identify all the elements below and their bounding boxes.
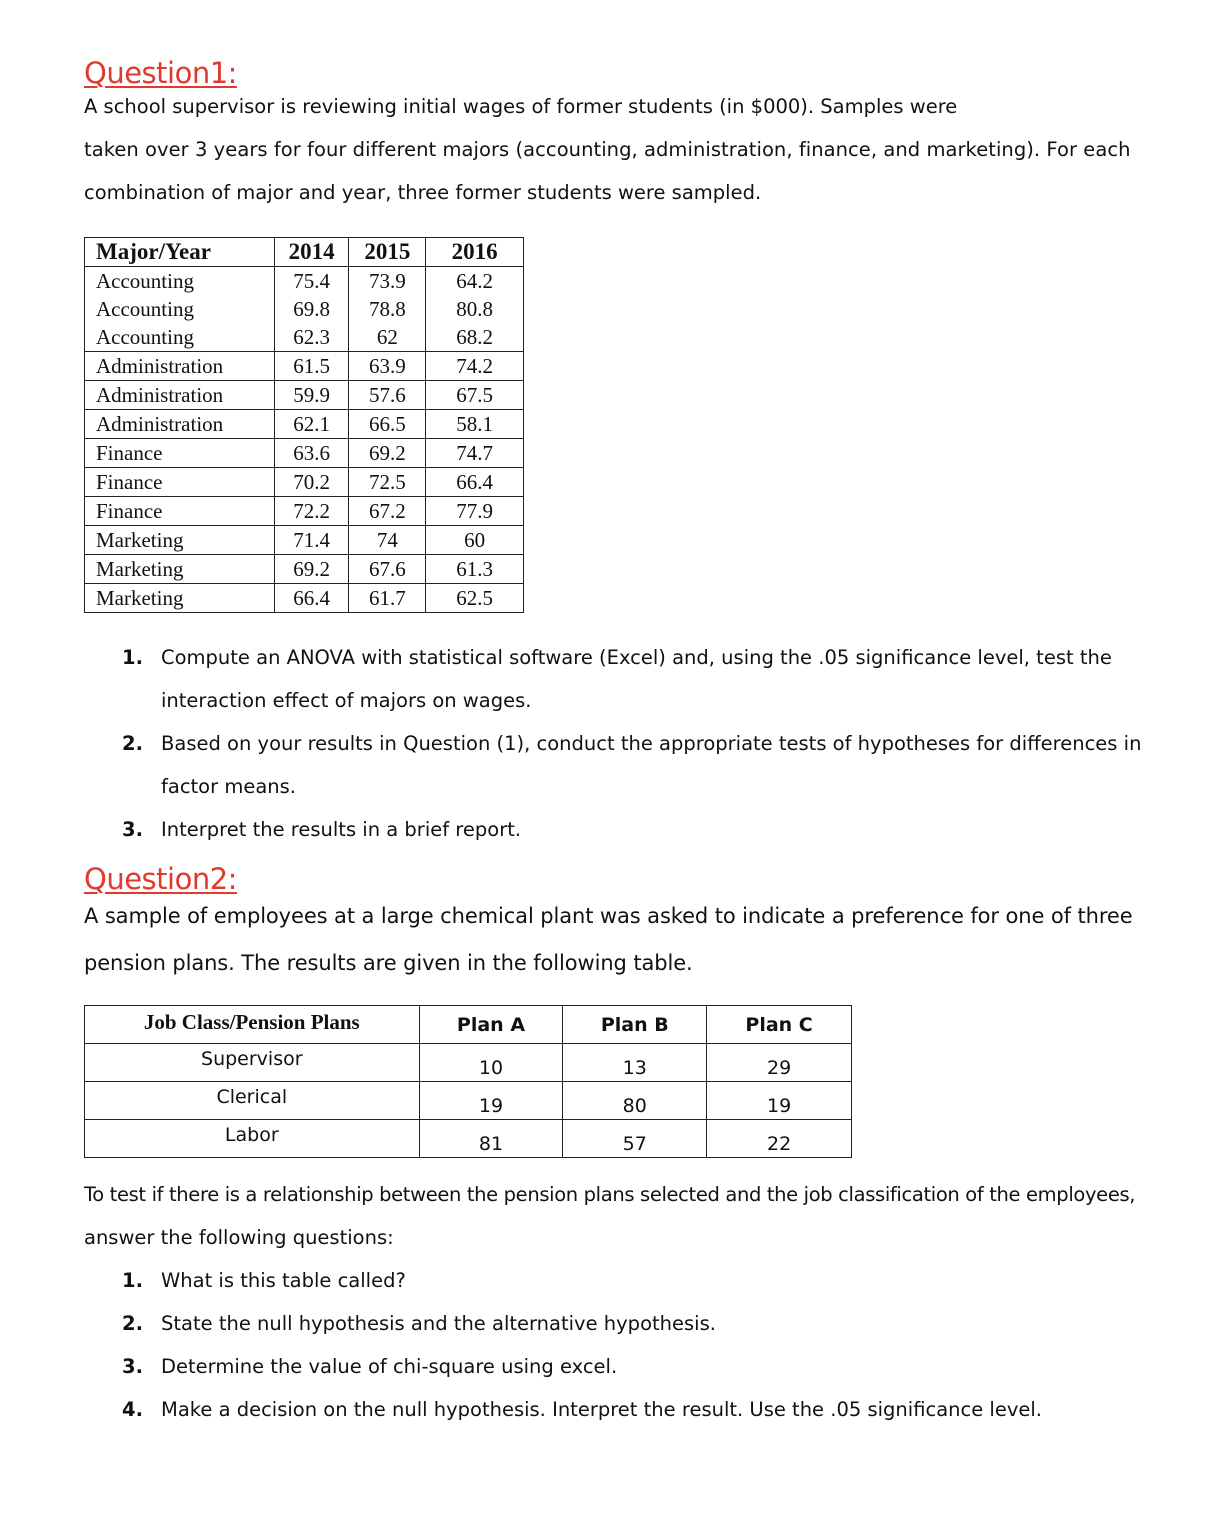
q2-followup-line-2: answer the following questions: (84, 1226, 394, 1249)
cell-2014: 61.5 (274, 352, 349, 381)
list-number: 2. (122, 732, 143, 755)
q2-intro-line-1: A sample of employees at a large chemical plant was asked to indicate a preference for one of three (84, 904, 1133, 928)
cell-2016: 58.1 (426, 410, 524, 439)
header-2014: 2014 (274, 238, 349, 267)
cell-plan-b: 13 (563, 1044, 707, 1082)
pension-table-header-row (85, 1006, 852, 1044)
cell-2016: 80.8 (426, 295, 524, 323)
table-row (85, 584, 524, 613)
table-row (85, 410, 524, 439)
header-2015: 2015 (349, 238, 426, 267)
table-row (85, 1082, 852, 1120)
row-major: Administration (85, 352, 275, 381)
list-number: 1. (122, 646, 143, 669)
cell-2014: 72.2 (274, 497, 349, 526)
row-job-class: Labor (85, 1120, 420, 1158)
cell-2016: 64.2 (426, 267, 524, 296)
list-number: 4. (122, 1398, 143, 1421)
list-number: 3. (122, 818, 143, 841)
q1-item-2 (122, 732, 1141, 756)
q1-item-2-cont (122, 775, 296, 799)
cell-2016: 68.2 (426, 323, 524, 352)
header-job-class: Job Class/Pension Plans (85, 1006, 420, 1044)
table-row (85, 1120, 852, 1158)
list-number: 1. (122, 1269, 143, 1292)
cell-2015: 57.6 (349, 381, 426, 410)
cell-2014: 70.2 (274, 468, 349, 497)
q1-item-1-cont (122, 689, 531, 713)
cell-plan-b: 57 (563, 1120, 707, 1158)
row-job-class: Supervisor (85, 1044, 420, 1082)
row-major: Marketing (85, 526, 275, 555)
q1-item-3 (122, 818, 521, 842)
pension-plans-table (84, 1005, 852, 1158)
cell-2014: 63.6 (274, 439, 349, 468)
header-plan-c: Plan C (707, 1006, 852, 1044)
cell-2016: 66.4 (426, 468, 524, 497)
table-row (85, 352, 524, 381)
row-major: Finance (85, 468, 275, 497)
q1-intro-line-2: taken over 3 years for four different majors (accounting, administration, finance, and marketing). For each (84, 138, 1131, 161)
header-major-year: Major/Year (85, 238, 275, 267)
list-text: interaction effect of majors on wages. (161, 689, 532, 712)
q1-item-1 (122, 646, 1112, 670)
cell-2016: 62.5 (426, 584, 524, 613)
row-major: Marketing (85, 584, 275, 613)
wages-table-header-row (85, 238, 524, 267)
cell-2014: 69.8 (274, 295, 349, 323)
cell-2014: 69.2 (274, 555, 349, 584)
cell-plan-b: 80 (563, 1082, 707, 1120)
q2-followup-line-1: To test if there is a relationship between the pension plans selected and the job classification of the employees, (84, 1183, 1136, 1206)
table-row (85, 1044, 852, 1082)
cell-2014: 59.9 (274, 381, 349, 410)
list-text: Compute an ANOVA with statistical software (Excel) and, using the .05 significance level, test the (161, 646, 1112, 669)
list-text: Make a decision on the null hypothesis. Interpret the result. Use the .05 significance level. (161, 1398, 1042, 1421)
list-text: Determine the value of chi-square using excel. (161, 1355, 618, 1378)
row-major: Marketing (85, 555, 275, 584)
cell-2015: 63.9 (349, 352, 426, 381)
row-job-class: Clerical (85, 1082, 420, 1120)
cell-2015: 66.5 (349, 410, 426, 439)
q2-item-4 (122, 1398, 1042, 1422)
question1-title: Question1: (84, 56, 237, 90)
list-text: Based on your results in Question (1), conduct the appropriate tests of hypotheses for differences in (161, 732, 1142, 755)
row-major: Accounting (85, 323, 275, 352)
cell-2016: 60 (426, 526, 524, 555)
cell-plan-a: 19 (419, 1082, 563, 1120)
q2-intro-line-2: pension plans. The results are given in the following table. (84, 951, 693, 975)
q2-item-3 (122, 1355, 617, 1379)
cell-2016: 61.3 (426, 555, 524, 584)
table-row (85, 439, 524, 468)
cell-2015: 72.5 (349, 468, 426, 497)
cell-2016: 74.2 (426, 352, 524, 381)
header-plan-a: Plan A (419, 1006, 563, 1044)
cell-2015: 61.7 (349, 584, 426, 613)
cell-plan-c: 19 (707, 1082, 852, 1120)
cell-2015: 73.9 (349, 267, 426, 296)
cell-plan-c: 29 (707, 1044, 852, 1082)
list-number: 3. (122, 1355, 143, 1378)
cell-2014: 75.4 (274, 267, 349, 296)
q1-intro-line-1: A school supervisor is reviewing initial wages of former students (in $000). Samples were (84, 95, 958, 118)
header-plan-b: Plan B (563, 1006, 707, 1044)
list-text: Interpret the results in a brief report. (161, 818, 522, 841)
row-major: Administration (85, 410, 275, 439)
table-row (85, 295, 524, 323)
list-text: State the null hypothesis and the alternative hypothesis. (161, 1312, 716, 1335)
table-row (85, 381, 524, 410)
cell-2015: 62 (349, 323, 426, 352)
list-text: factor means. (161, 775, 296, 798)
wages-table (84, 237, 524, 613)
row-major: Administration (85, 381, 275, 410)
q2-item-1 (122, 1269, 406, 1293)
cell-2014: 62.3 (274, 323, 349, 352)
cell-2015: 67.6 (349, 555, 426, 584)
cell-2015: 74 (349, 526, 426, 555)
table-row (85, 323, 524, 352)
header-2016: 2016 (426, 238, 524, 267)
row-major: Finance (85, 497, 275, 526)
cell-2014: 71.4 (274, 526, 349, 555)
cell-2016: 67.5 (426, 381, 524, 410)
row-major: Accounting (85, 295, 275, 323)
cell-2016: 74.7 (426, 439, 524, 468)
row-major: Accounting (85, 267, 275, 296)
list-text: What is this table called? (161, 1269, 406, 1292)
cell-2016: 77.9 (426, 497, 524, 526)
table-row (85, 468, 524, 497)
cell-2015: 67.2 (349, 497, 426, 526)
cell-2015: 78.8 (349, 295, 426, 323)
row-major: Finance (85, 439, 275, 468)
cell-plan-a: 81 (419, 1120, 563, 1158)
question2-title: Question2: (84, 862, 237, 896)
cell-plan-a: 10 (419, 1044, 563, 1082)
q2-item-2 (122, 1312, 716, 1336)
table-row (85, 267, 524, 296)
table-row (85, 497, 524, 526)
cell-2014: 66.4 (274, 584, 349, 613)
list-number: 2. (122, 1312, 143, 1335)
cell-plan-c: 22 (707, 1120, 852, 1158)
cell-2014: 62.1 (274, 410, 349, 439)
table-row (85, 555, 524, 584)
cell-2015: 69.2 (349, 439, 426, 468)
q1-intro-line-3: combination of major and year, three former students were sampled. (84, 181, 762, 204)
table-row (85, 526, 524, 555)
